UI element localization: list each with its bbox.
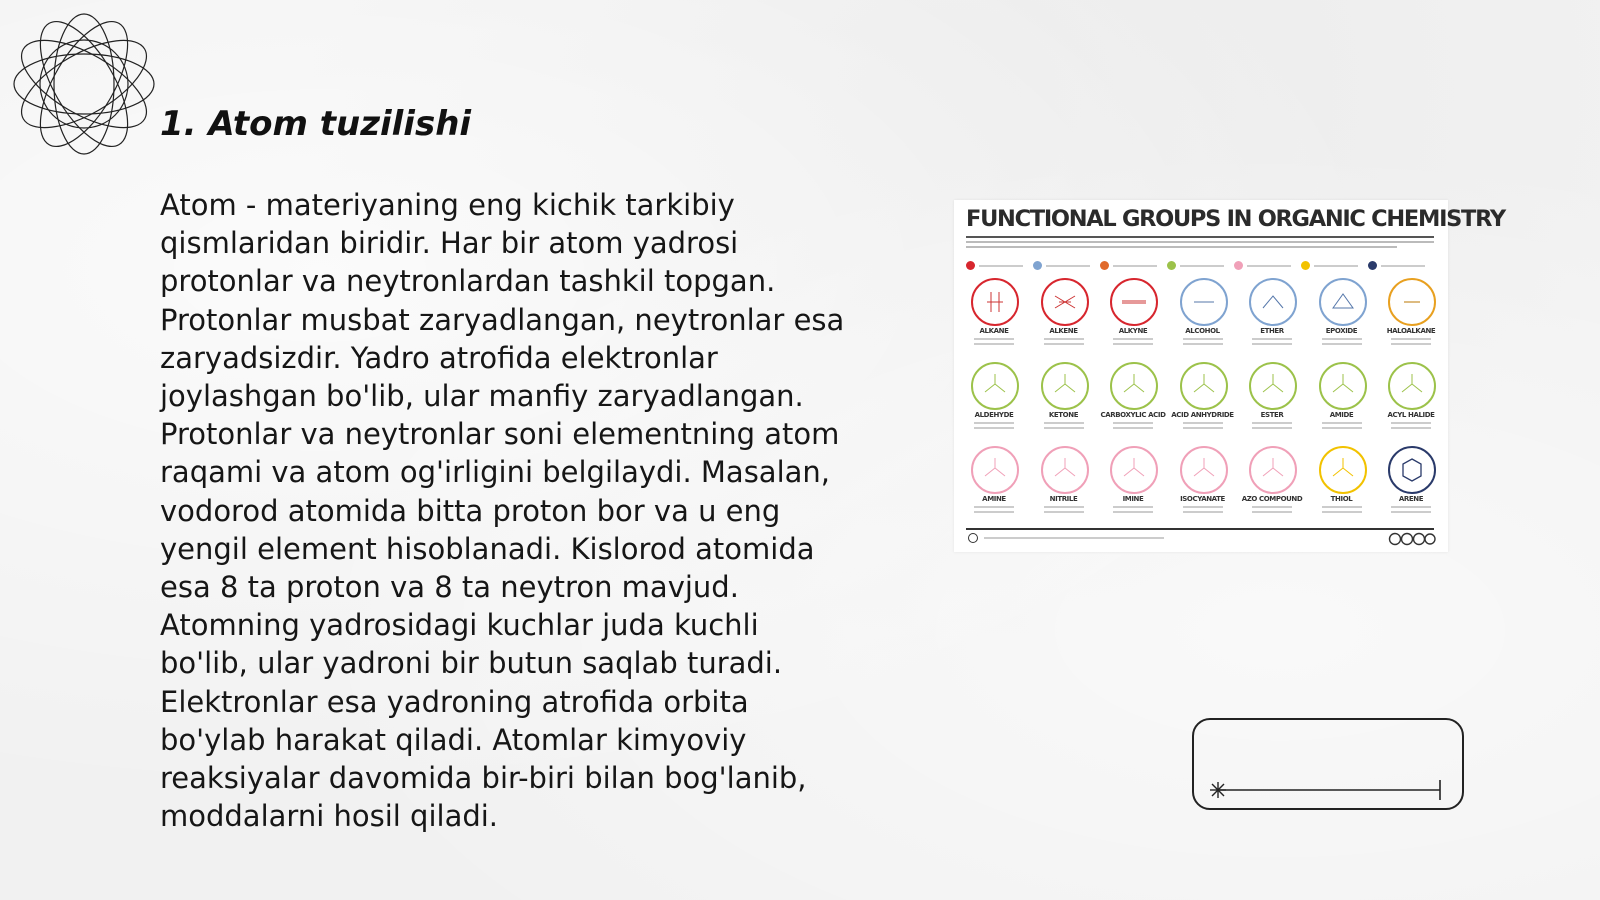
functional-group-structure-icon <box>1319 278 1367 326</box>
functional-group-cell <box>960 362 1028 446</box>
decorative-frame <box>1192 718 1464 810</box>
legend-text-line <box>1247 265 1291 267</box>
functional-group-caption-line <box>974 422 1014 424</box>
functional-group-label: ALKENE <box>1049 327 1078 335</box>
infographic-title-rule <box>966 236 1434 238</box>
infographic-footer-rule <box>966 528 1434 530</box>
functional-group-cell <box>1169 362 1237 446</box>
functional-group-caption-line <box>1322 422 1362 424</box>
functional-group-cell <box>960 446 1028 530</box>
functional-group-structure-icon <box>1110 362 1158 410</box>
functional-group-structure-icon <box>1180 446 1228 494</box>
functional-group-label: HALOALKANE <box>1386 327 1436 335</box>
functional-group-structure-icon <box>1249 446 1297 494</box>
functional-group-label: KETONE <box>1048 411 1079 419</box>
functional-group-cell <box>1238 362 1306 446</box>
functional-group-caption-line <box>1044 506 1084 508</box>
functional-group-structure-icon <box>1319 446 1367 494</box>
functional-group-caption-line <box>1183 338 1223 340</box>
functional-group-caption-line <box>1322 338 1362 340</box>
functional-group-structure-icon <box>1388 278 1436 326</box>
functional-group-caption-line <box>1252 343 1292 345</box>
decorative-line-icon <box>1194 720 1466 812</box>
functional-group-caption-line <box>1322 511 1362 513</box>
functional-group-label: AMIDE <box>1329 411 1354 419</box>
functional-group-cell <box>1030 446 1098 530</box>
functional-group-caption-line <box>1183 427 1223 429</box>
functional-group-cell <box>960 278 1028 362</box>
functional-group-caption-line <box>1044 511 1084 513</box>
infographic-title: FUNCTIONAL GROUPS IN ORGANIC CHEMISTRY <box>966 206 1505 232</box>
functional-group-caption-line <box>974 506 1014 508</box>
functional-group-caption-line <box>1113 343 1153 345</box>
functional-group-label: AZO COMPOUND <box>1241 495 1303 503</box>
functional-group-caption-line <box>1322 427 1362 429</box>
functional-group-cell <box>1308 278 1376 362</box>
functional-group-caption-line <box>1113 427 1153 429</box>
functional-group-cell <box>1169 278 1237 362</box>
functional-group-label: NITRILE <box>1049 495 1078 503</box>
functional-group-cell <box>1169 446 1237 530</box>
legend-color-dot <box>1167 261 1176 270</box>
functional-group-caption-line <box>1252 422 1292 424</box>
functional-group-caption-line <box>1391 506 1431 508</box>
functional-group-caption-line <box>1183 422 1223 424</box>
functional-group-caption-line <box>1252 506 1292 508</box>
functional-group-structure-icon <box>1041 362 1089 410</box>
functional-group-label: ACID ANHYDRIDE <box>1171 411 1234 419</box>
functional-group-label: ESTER <box>1260 411 1284 419</box>
functional-group-caption-line <box>974 427 1014 429</box>
functional-group-structure-icon <box>1180 278 1228 326</box>
functional-group-caption-line <box>1252 511 1292 513</box>
functional-group-caption-line <box>1113 511 1153 513</box>
functional-group-label: CARBOXYLIC ACID <box>1100 411 1166 419</box>
functional-group-cell <box>1238 446 1306 530</box>
legend-text-line <box>1314 265 1358 267</box>
legend-color-dot <box>1033 261 1042 270</box>
functional-group-caption-line <box>1113 506 1153 508</box>
functional-group-caption-line <box>1044 422 1084 424</box>
functional-group-label: ALCOHOL <box>1185 327 1220 335</box>
functional-group-caption-line <box>974 511 1014 513</box>
functional-group-label: ETHER <box>1260 327 1284 335</box>
functional-group-caption-line <box>1183 511 1223 513</box>
functional-group-label: AMINE <box>982 495 1006 503</box>
functional-group-structure-icon <box>1319 362 1367 410</box>
functional-group-structure-icon <box>1388 362 1436 410</box>
legend-text-line <box>1046 265 1090 267</box>
functional-group-label: ALKYNE <box>1118 327 1148 335</box>
functional-group-cell <box>1377 278 1445 362</box>
functional-group-label: EPOXIDE <box>1325 327 1358 335</box>
legend-text-line <box>1180 265 1224 267</box>
functional-group-cell <box>1099 362 1167 446</box>
functional-group-structure-icon <box>1041 446 1089 494</box>
functional-group-cell <box>1238 278 1306 362</box>
infographic-subtitle-lines <box>966 241 1434 251</box>
functional-group-structure-icon <box>1249 278 1297 326</box>
functional-group-caption-line <box>1322 343 1362 345</box>
functional-group-caption-line <box>1391 422 1431 424</box>
functional-group-structure-icon <box>1388 446 1436 494</box>
legend-color-dot <box>1301 261 1310 270</box>
functional-group-structure-icon <box>1110 446 1158 494</box>
functional-group-caption-line <box>1044 338 1084 340</box>
functional-group-label: ACYL HALIDE <box>1387 411 1435 419</box>
functional-group-cell <box>1030 362 1098 446</box>
functional-group-caption-line <box>1322 506 1362 508</box>
slide-title: 1. Atom tuzilishi <box>160 104 472 144</box>
functional-group-caption-line <box>1183 506 1223 508</box>
functional-group-caption-line <box>1391 427 1431 429</box>
functional-group-cell <box>1030 278 1098 362</box>
legend-text-line <box>979 265 1023 267</box>
functional-group-cell <box>1308 362 1376 446</box>
functional-group-structure-icon <box>1110 278 1158 326</box>
functional-group-caption-line <box>1391 343 1431 345</box>
legend-color-dot <box>1368 261 1377 270</box>
functional-group-label: THIOL <box>1330 495 1353 503</box>
legend-color-dot <box>966 261 975 270</box>
decorative-rings-icon <box>10 10 158 158</box>
functional-group-caption-line <box>974 343 1014 345</box>
functional-group-label: ARENE <box>1398 495 1424 503</box>
functional-group-cell <box>1099 278 1167 362</box>
functional-group-caption-line <box>1252 338 1292 340</box>
functional-group-caption-line <box>974 338 1014 340</box>
infographic-legend <box>966 261 1434 271</box>
compound-interest-logo-icon <box>968 533 978 543</box>
functional-group-cell <box>1099 446 1167 530</box>
functional-group-caption-line <box>1044 427 1084 429</box>
functional-group-cell <box>1308 446 1376 530</box>
functional-group-structure-icon <box>1180 362 1228 410</box>
legend-color-dot <box>1100 261 1109 270</box>
legend-text-line <box>1381 265 1425 267</box>
legend-text-line <box>1113 265 1157 267</box>
functional-group-label: IMINE <box>1122 495 1144 503</box>
functional-group-caption-line <box>1252 427 1292 429</box>
functional-group-caption-line <box>1391 338 1431 340</box>
functional-group-cell <box>1377 362 1445 446</box>
functional-group-label: ISOCYANATE <box>1180 495 1225 503</box>
body-paragraph: Atom - materiyaning eng kichik tarkibiy qismlaridan biridir. Har bir atom yadrosi protonlar va neytronlardan tashkil topgan. Protonlar musbat zaryadlangan, neytronlar esa zaryadsizdir. Yadro atrofida elektronlar joylashgan bo'lib, ular manfiy zaryadlangan. Protonlar va neytronlar soni elementning atom raqami va atom og'irligini belgilaydi. Masalan, vodorod atomida bitta proton bor va u eng yengil element hisoblanadi. Kislorod atomida esa 8 ta proton va 8 ta neytron mavjud. Atomning yadrosidagi kuchlar juda kuchli bo'lib, ular yadroni bir butun saqlab turadi. Elektronlar esa yadroning atrofida orbita bo'ylab harakat qiladi. Atomlar kimyoviy reaksiyalar davomida bir-biri bilan bog'lanib, moddalarni hosil qiladi. <box>160 188 845 834</box>
functional-group-structure-icon <box>1041 278 1089 326</box>
functional-group-caption-line <box>1391 511 1431 513</box>
functional-groups-infographic <box>954 200 1505 552</box>
infographic-footer-text <box>984 537 1164 539</box>
functional-group-structure-icon <box>1249 362 1297 410</box>
legend-color-dot <box>1234 261 1243 270</box>
functional-group-structure-icon <box>971 362 1019 410</box>
functional-group-cell <box>1377 446 1445 530</box>
functional-group-caption-line <box>1113 422 1153 424</box>
functional-group-structure-icon <box>971 278 1019 326</box>
functional-group-caption-line <box>1183 343 1223 345</box>
functional-group-caption-line <box>1044 343 1084 345</box>
functional-group-caption-line <box>1113 338 1153 340</box>
functional-group-structure-icon <box>971 446 1019 494</box>
functional-group-label: ALDEHYDE <box>974 411 1014 419</box>
functional-group-label: ALKANE <box>979 327 1009 335</box>
creative-commons-license-icon <box>1388 532 1436 546</box>
